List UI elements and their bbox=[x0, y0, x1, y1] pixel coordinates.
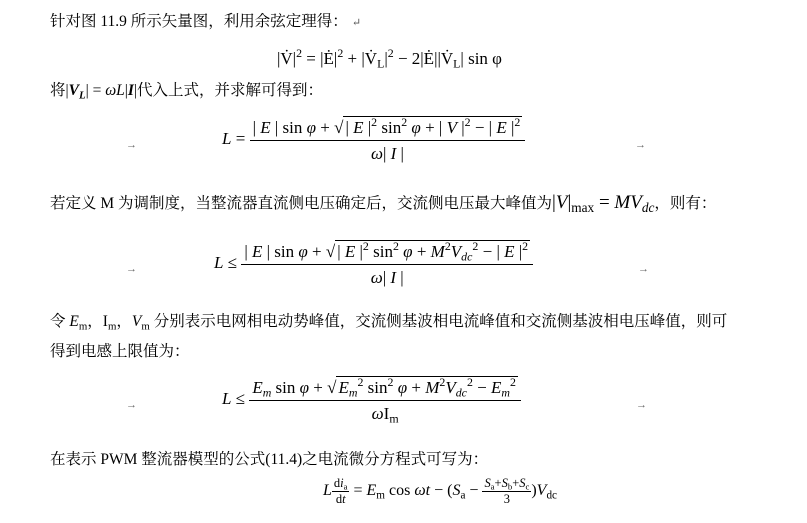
equation-current-differential: L $\frac{di_a}{dt}$ = $E_m$ $\cos \omega t - (S_a$ − $\frac{S_a+S_b+S_c}{3}$ )$V_{dc}$ bbox=[323, 476, 558, 506]
paragraph-intro: 针对图 11.9 所示矢量图，利用余弦定理得： ↵ bbox=[50, 13, 362, 30]
paragraph-pwm-model: 在表示 PWM 整流器模型的公式(11.4)之电流微分方程式可写为： bbox=[50, 451, 489, 468]
equation-inductance-peak: L ≤ $\frac{E_m \sin \varphi + √ E_m^2 \sin^2 \varphi + M^2V_{dc}^2 - E_m^2}{\omega I_m}$ bbox=[222, 376, 521, 424]
arrow-left-icon: → bbox=[126, 399, 137, 411]
equation-cosine-law: $|V̇|^2$ = $|Ė|^2$ + $|V̇_L|^2$ − $2|Ė||V̇_L|$ sin φ bbox=[277, 45, 502, 71]
paragraph-modulation: 若定义 M 为调制度，当整流器直流侧电压确定后，交流侧电压最大峰值为$|V|_{max} = MV_{dc}$，则有： bbox=[50, 192, 717, 215]
paragraph-mark-icon: ↵ bbox=[351, 17, 362, 29]
arrow-right-icon: → bbox=[636, 399, 647, 411]
arrow-right-icon: → bbox=[635, 139, 646, 151]
inline-formula-vmax: $|V|_{max} = MV_{dc}$ bbox=[552, 192, 655, 215]
equation-inductance-limit: L ≤ $\frac{| E | \sin \varphi + √ | E |^2 \sin^2 \varphi + M^2V_{dc}^2 - | E |^2}{\omega| I |}$ bbox=[214, 240, 533, 288]
paragraph-definitions: 令 $E_m$，$I_m$，$V_m$ 分别表示电网相电动势峰值，交流侧基波相电流峰值和交流侧基波相电压峰值，则可 bbox=[50, 313, 728, 333]
equation-inductance: L = $\frac{| E | \sin \varphi + √ | E |^2 \sin^2 \varphi + | V |^2 - | E |^2}{\omega| I |}$ bbox=[222, 116, 525, 164]
paragraph-substitute: 将$|V_L| = \omega L|I|$代入上式，并求解可得到： bbox=[50, 82, 324, 102]
arrow-right-icon: → bbox=[638, 263, 649, 275]
arrow-left-icon: → bbox=[126, 263, 137, 275]
arrow-left-icon: → bbox=[126, 139, 137, 151]
inline-formula-vl: $|V_L| = \omega L|I|$ bbox=[65, 82, 138, 102]
paragraph-upper-limit: 得到电感上限值为： bbox=[50, 343, 190, 360]
